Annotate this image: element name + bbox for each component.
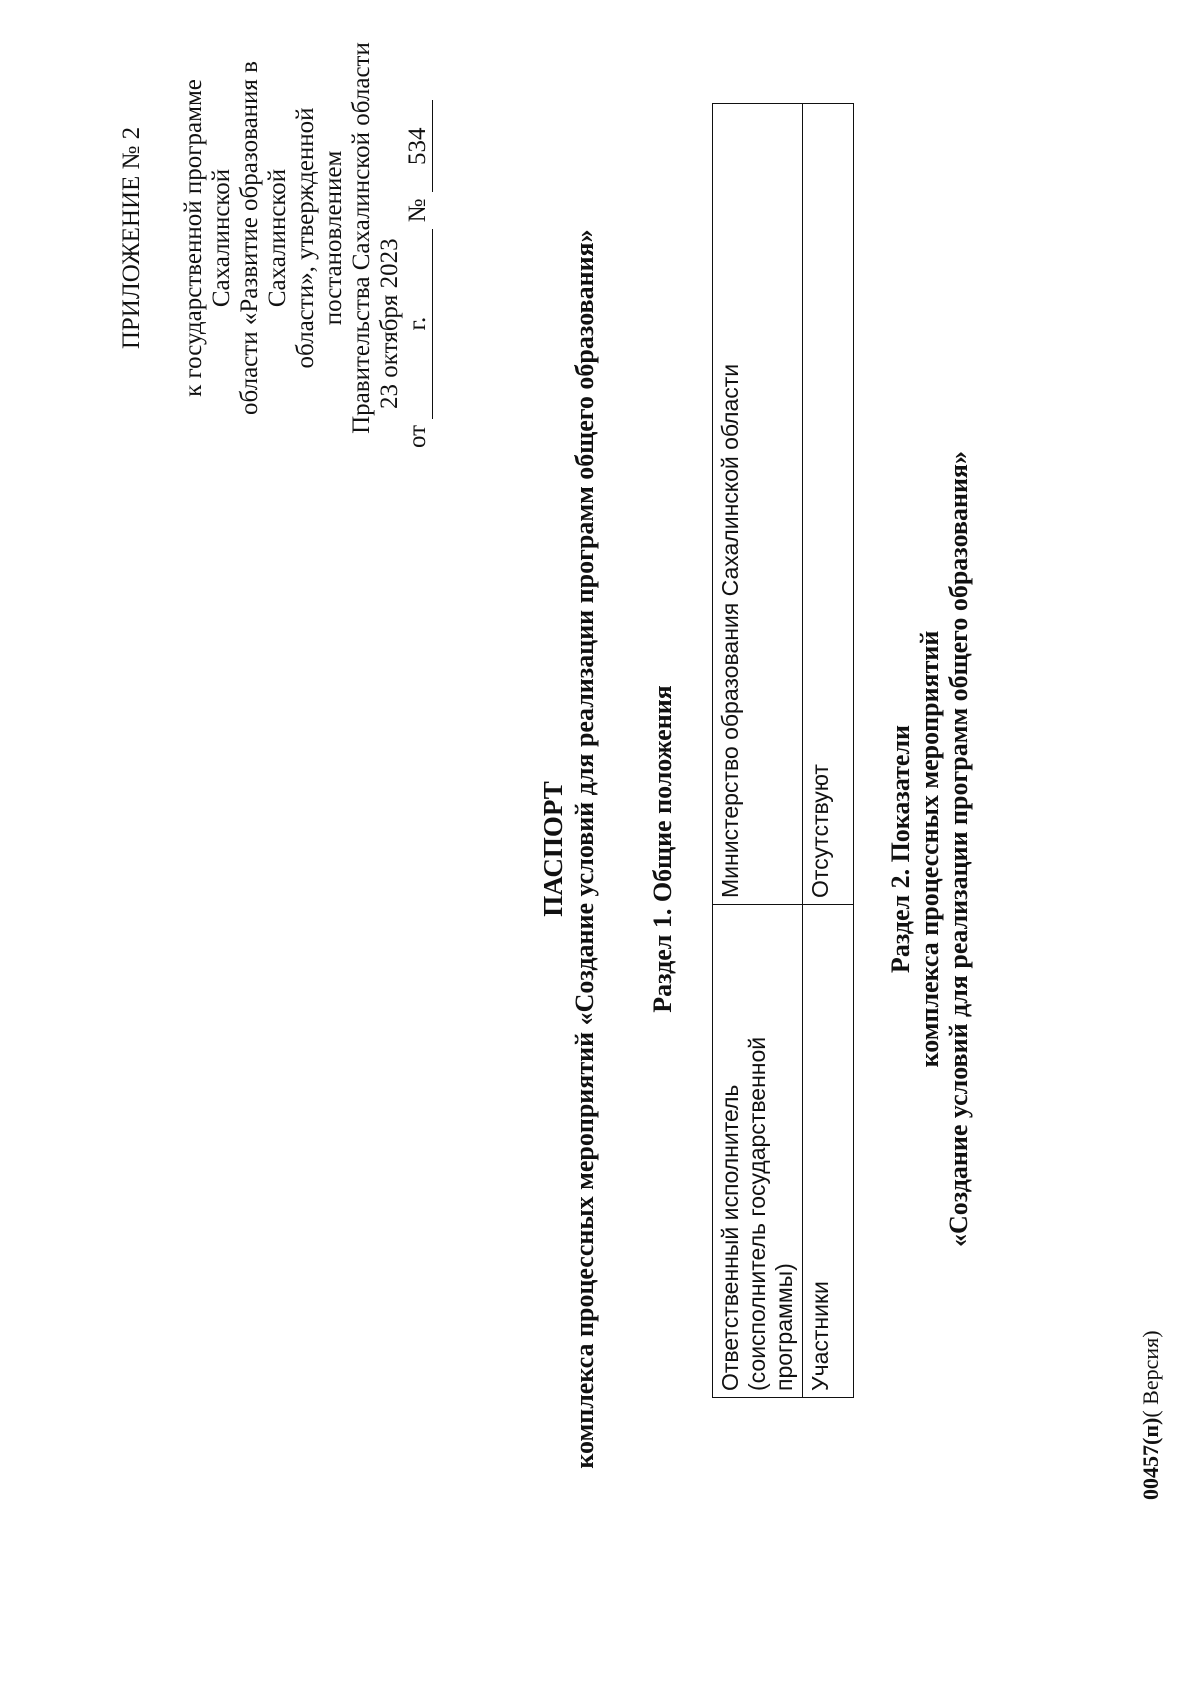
number-prefix: № — [404, 198, 431, 223]
appendix-block — [118, 28, 433, 448]
passport-subtitle: комплекса процессных мероприятий «Создание условий для реализации программ общего образования» — [570, 229, 599, 1469]
passport-title: ПАСПОРТ — [538, 781, 568, 917]
number-value: 534 — [404, 100, 433, 192]
appendix-title: ПРИЛОЖЕНИЕ № 2 — [118, 126, 145, 350]
table-row — [803, 104, 854, 1398]
appendix-line: области «Развитие образования в Сахалинской — [236, 61, 291, 415]
table-cell-value: Отсутствуют — [803, 104, 854, 905]
section2-subtitle: комплекса процессных мероприятий — [915, 630, 944, 1068]
document-version: ( Версия) — [1138, 1330, 1163, 1418]
section2-subtitle: «Создание условий для реализации программ общего образования» — [944, 450, 973, 1248]
date-prefix: от — [404, 424, 431, 448]
table-cell-label: Участники — [803, 905, 854, 1398]
document-code-number: 00457(п) — [1138, 1417, 1163, 1500]
appendix-date-line — [376, 28, 433, 448]
section2-heading — [886, 0, 973, 1698]
general-provisions-table — [712, 103, 854, 1398]
table-row — [713, 104, 803, 1398]
table-cell-label: Ответственный исполнитель (соисполнитель государственной программы) — [713, 905, 803, 1398]
section2-title: Раздел 2. Показатели — [886, 724, 915, 974]
section1-title: Раздел 1. Общие положения — [648, 685, 677, 1013]
appendix-line: области», утвержденной постановлением — [292, 107, 347, 369]
document-code — [1138, 1330, 1164, 1500]
date-value: 23 октября 2023 г. — [376, 229, 433, 419]
appendix-line: к государственной программе Сахалинской — [180, 79, 235, 397]
appendix-line: Правительства Сахалинской области — [348, 42, 375, 434]
table-cell-value: Министерство образования Сахалинской области — [713, 104, 803, 905]
